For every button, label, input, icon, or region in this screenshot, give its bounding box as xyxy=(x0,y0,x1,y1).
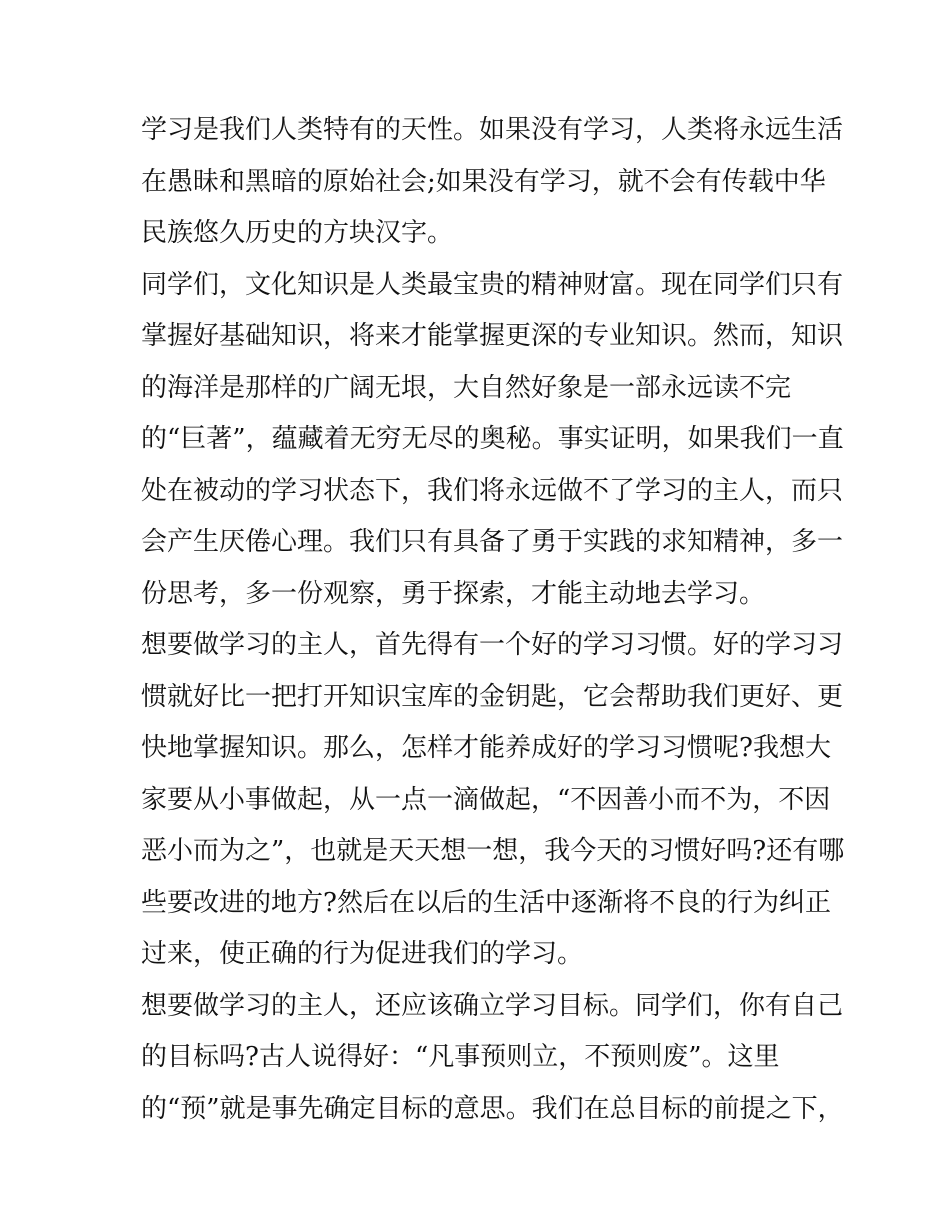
text-line: 惯就好比一把打开知识宝库的金钥匙，它会帮助我们更好、更 xyxy=(141,681,844,712)
text-line: 的“预”就是事先确定目标的意思。我们在总目标的前提之下， xyxy=(141,1093,844,1124)
text-line: 些要改进的地方?然后在以后的生活中逐渐将不良的行为纠正 xyxy=(141,887,831,918)
text-line: 家要从小事做起，从一点一滴做起，“不因善小而不为，不因 xyxy=(141,784,831,815)
text-line: 的“巨著”，蕴藏着无穷无尽的奥秘。事实证明，如果我们一直 xyxy=(141,424,844,454)
text-line: 掌握好基础知识，将来才能掌握更深的专业知识。然而，知识 xyxy=(141,321,844,351)
text-line: 会产生厌倦心理。我们只有具备了勇于实践的求知精神，多一 xyxy=(141,527,844,557)
text-line: 想要做学习的主人，首先得有一个好的学习习惯。好的学习习 xyxy=(141,630,844,660)
text-line: 同学们，文化知识是人类最宝贵的精神财富。现在同学们只有 xyxy=(141,269,844,300)
text-line: 想要做学习的主人，还应该确立学习目标。同学们，你有自己 xyxy=(141,990,844,1021)
text-line: 民族悠久历史的方块汉字。 xyxy=(141,218,454,248)
text-line: 恶小而为之”，也就是天天想一想，我今天的习惯好吗?还有哪 xyxy=(141,836,845,866)
text-line: 在愚昧和黑暗的原始社会;如果没有学习，就不会有传载中华 xyxy=(141,166,826,197)
text-line: 的目标吗?古人说得好：“凡事预则立，不预则废”。这里 xyxy=(141,1042,780,1072)
text-line: 过来，使正确的行为促进我们的学习。 xyxy=(141,939,584,969)
text-line: 的海洋是那样的广阔无垠，大自然好象是一部永远读不完 xyxy=(141,372,792,403)
text-line: 快地掌握知识。那么，怎样才能养成好的学习习惯呢?我想大 xyxy=(141,733,831,763)
text-line: 份思考，多一份观察，勇于探索，才能主动地去学习。 xyxy=(141,578,766,609)
body-text xyxy=(141,105,845,1135)
text-line: 处在被动的学习状态下，我们将永远做不了学习的主人，而只 xyxy=(141,475,844,506)
text-line: 学习是我们人类特有的天性。如果没有学习，人类将永远生活 xyxy=(141,115,844,145)
